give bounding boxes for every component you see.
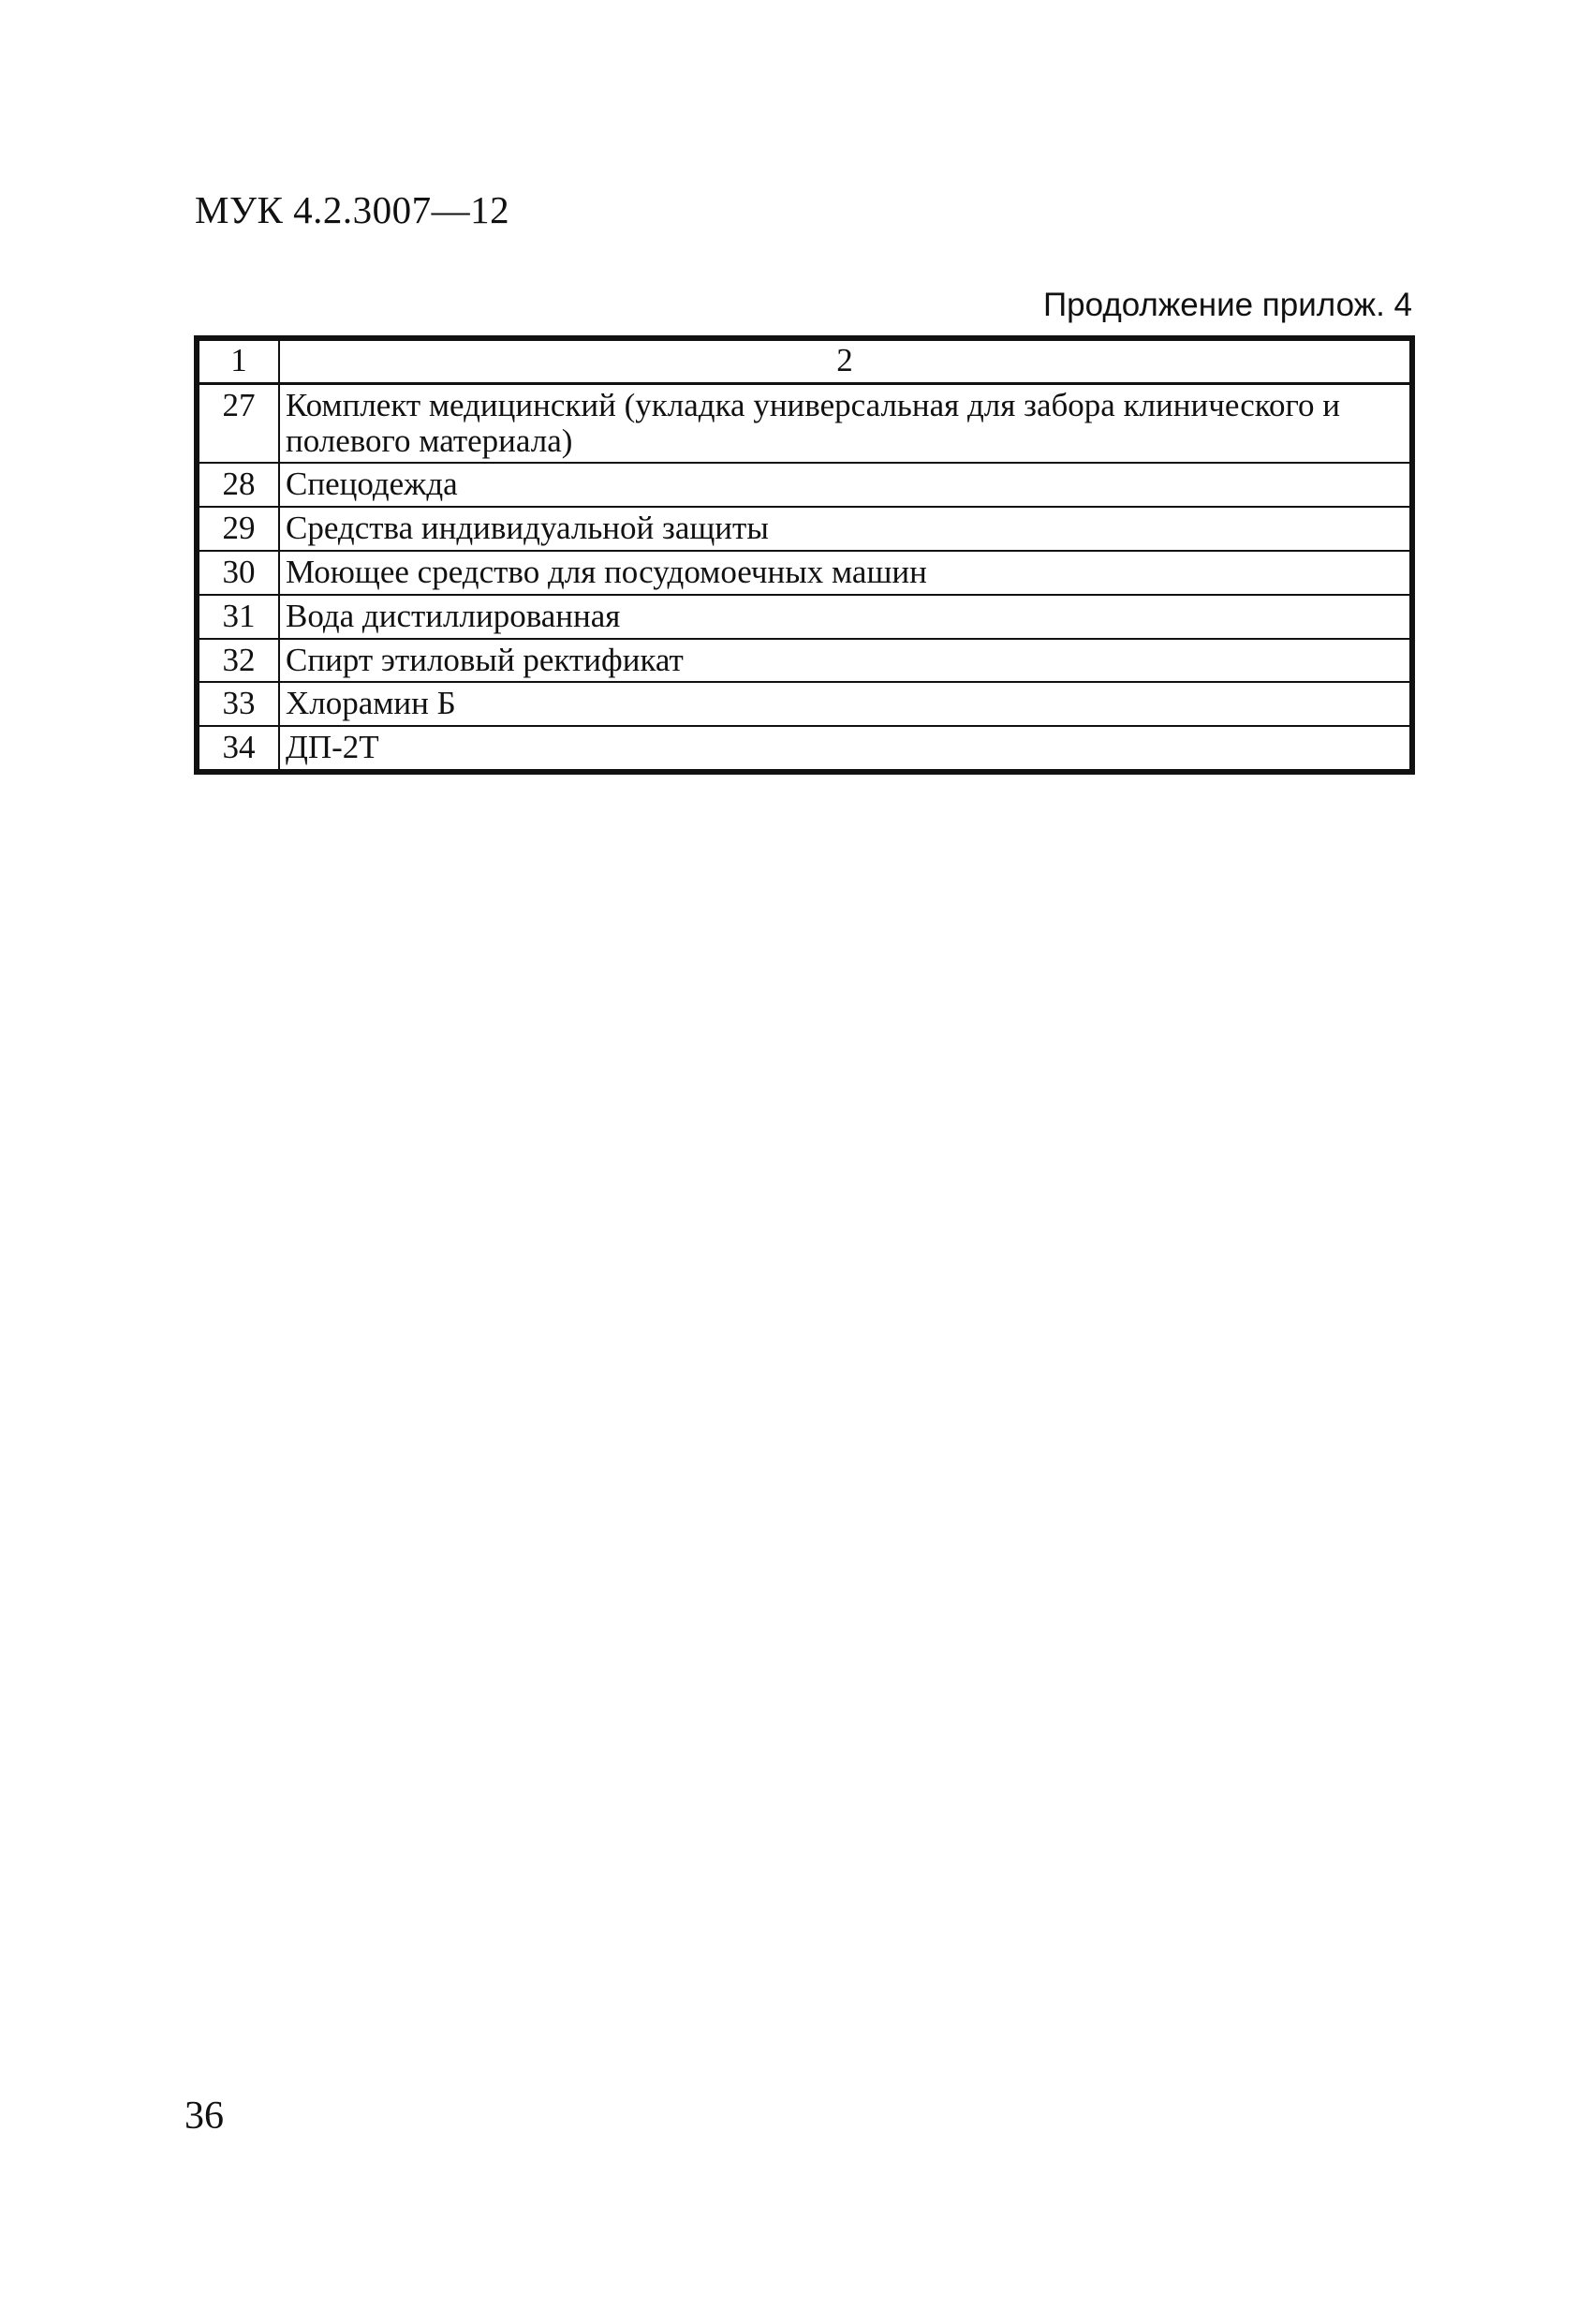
appendix-table [194, 335, 1415, 775]
table-row [199, 682, 1410, 726]
continuation-label: Продолжение прилож. 4 [1043, 287, 1412, 323]
document-code: МУК 4.2.3007—12 [195, 188, 510, 231]
row-number: 28 [199, 463, 279, 507]
row-item: Вода дистиллированная [279, 595, 1410, 639]
column-header-item: 2 [279, 340, 1410, 383]
row-item: Спецодежда [279, 463, 1410, 507]
row-number: 34 [199, 726, 279, 770]
appendix-table-grid [198, 339, 1411, 771]
row-number: 31 [199, 595, 279, 639]
table-row [199, 639, 1410, 683]
table-row [199, 383, 1410, 463]
row-number: 32 [199, 639, 279, 683]
table-row [199, 463, 1410, 507]
row-item: Средства индивидуальной защиты [279, 507, 1410, 551]
row-number: 29 [199, 507, 279, 551]
row-item: ДП-2Т [279, 726, 1410, 770]
row-item: Хлорамин Б [279, 682, 1410, 726]
column-header-number: 1 [199, 340, 279, 383]
table-row [199, 595, 1410, 639]
row-item: Моющее средство для посудомоечных машин [279, 551, 1410, 595]
row-number: 27 [199, 383, 279, 463]
table-row [199, 551, 1410, 595]
row-number: 30 [199, 551, 279, 595]
table-row [199, 726, 1410, 770]
table-header-row [199, 340, 1410, 383]
row-number: 33 [199, 682, 279, 726]
page-number: 36 [184, 2095, 224, 2138]
row-item: Комплект медицинский (укладка универсальная для забора клинического и полевого материала) [279, 383, 1410, 463]
row-item: Спирт этиловый ректификат [279, 639, 1410, 683]
table-row [199, 507, 1410, 551]
